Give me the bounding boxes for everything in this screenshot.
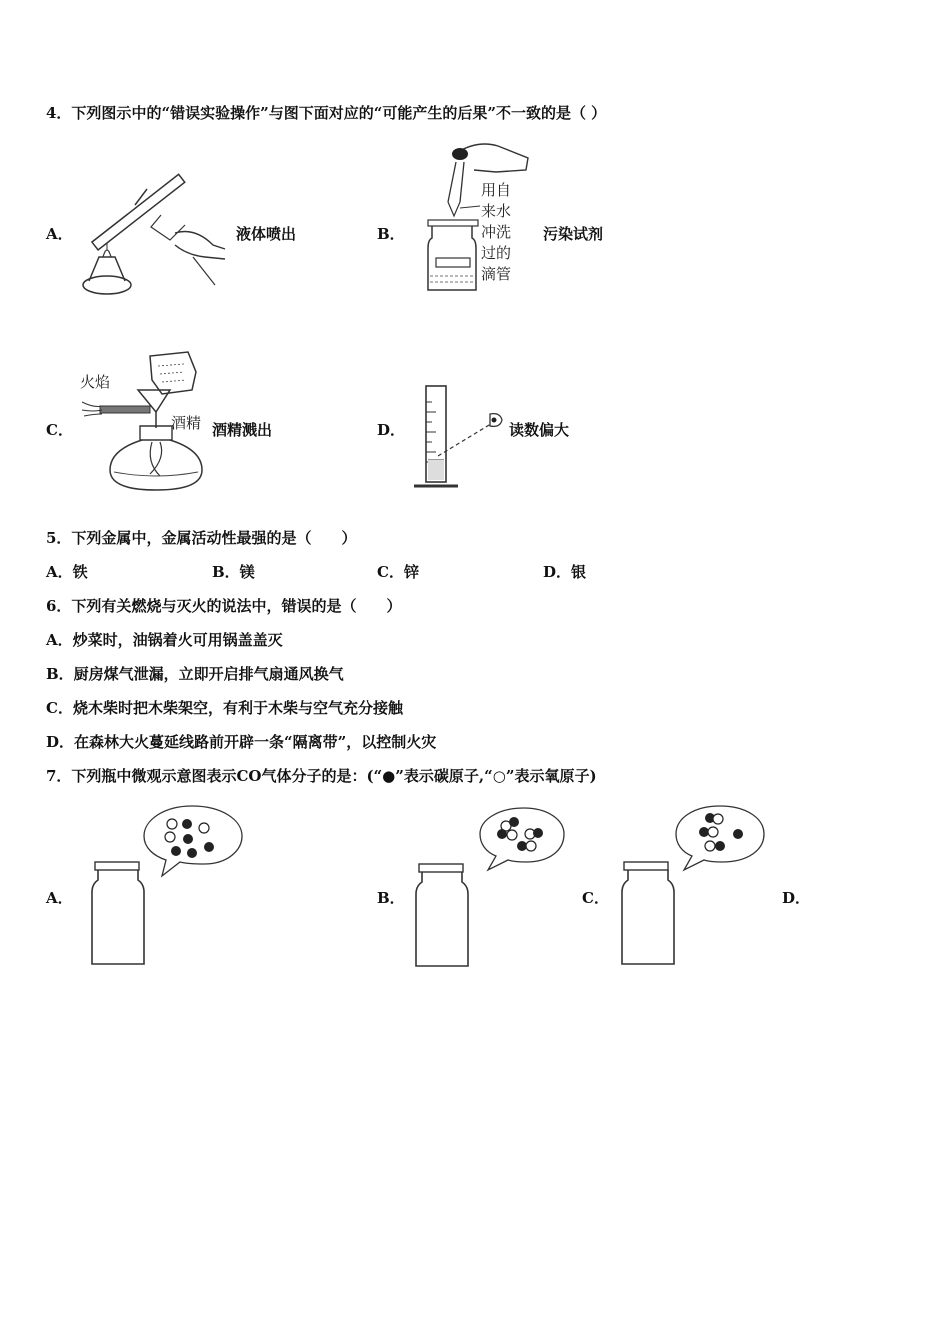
- q7-option-a: A．: [46, 889, 73, 907]
- q4-option-c-label-flame: 火焰: [80, 373, 111, 391]
- caption-line: 冲洗: [481, 223, 512, 241]
- q4-stem: 4．下列图示中的“错误实验操作”与图下面对应的“可能产生的后果”不一致的是（ ）: [46, 104, 607, 122]
- q4-option-d-letter: D．: [377, 421, 406, 439]
- q7-option-c: C．: [582, 889, 609, 907]
- q4-option-c-consequence: 酒精溅出: [212, 421, 273, 439]
- q4-option-d-consequence: 读数偏大: [509, 421, 570, 439]
- caption-line: 用自: [481, 181, 512, 199]
- q4-option-a-figure: [75, 185, 225, 304]
- q4-option-a-consequence: 液体喷出: [236, 225, 297, 243]
- q7-option-c-figure: [620, 804, 780, 973]
- q4-option-c-letter: C．: [46, 421, 73, 439]
- q4-option-a-letter: A．: [46, 225, 73, 243]
- q6-option-c: C．烧木柴时把木柴架空，有利于木柴与空气充分接触: [46, 699, 403, 717]
- q7-option-a-figure: [92, 804, 252, 973]
- q6-option-d: D．在森林大火蔓延线路前开辟一条“隔离带”，以控制火灾: [46, 733, 437, 751]
- caption-line: 滴管: [481, 265, 512, 283]
- caption-line: 过的: [481, 244, 512, 262]
- q7-option-b-figure: [414, 806, 574, 975]
- q6-stem: 6．下列有关燃烧与灭火的说法中，错误的是（ ）: [46, 597, 402, 615]
- q4-option-b-figure-caption: [481, 180, 517, 285]
- q5-stem: 5．下列金属中，金属活动性最强的是（ ）: [46, 529, 357, 547]
- q6-option-a: A．炒菜时，油锅着火可用锅盖盖灭: [46, 631, 283, 649]
- caption-line: 来水: [481, 202, 512, 220]
- q4-option-c-label-alcohol: 酒精: [171, 414, 202, 432]
- q5-option-d: D．银: [543, 563, 587, 581]
- q4-option-b-consequence: 污染试剂: [543, 225, 604, 243]
- q5-option-a: A．铁: [46, 563, 88, 581]
- q5-option-b: B．镁: [212, 563, 255, 581]
- q7-stem: 7．下列瓶中微观示意图表示CO气体分子的是：(“●”表示碳原子,“○”表示氧原子): [46, 767, 597, 785]
- q5-option-c: C．锌: [377, 563, 419, 581]
- q7-option-d: D．: [782, 889, 811, 907]
- q4-option-b-figure: [418, 140, 538, 299]
- q4-option-b-letter: B．: [377, 225, 405, 243]
- q4-option-d-figure: [410, 382, 510, 496]
- q6-option-b: B．厨房煤气泄漏，立即开启排气扇通风换气: [46, 665, 344, 683]
- q7-option-b: B．: [377, 889, 405, 907]
